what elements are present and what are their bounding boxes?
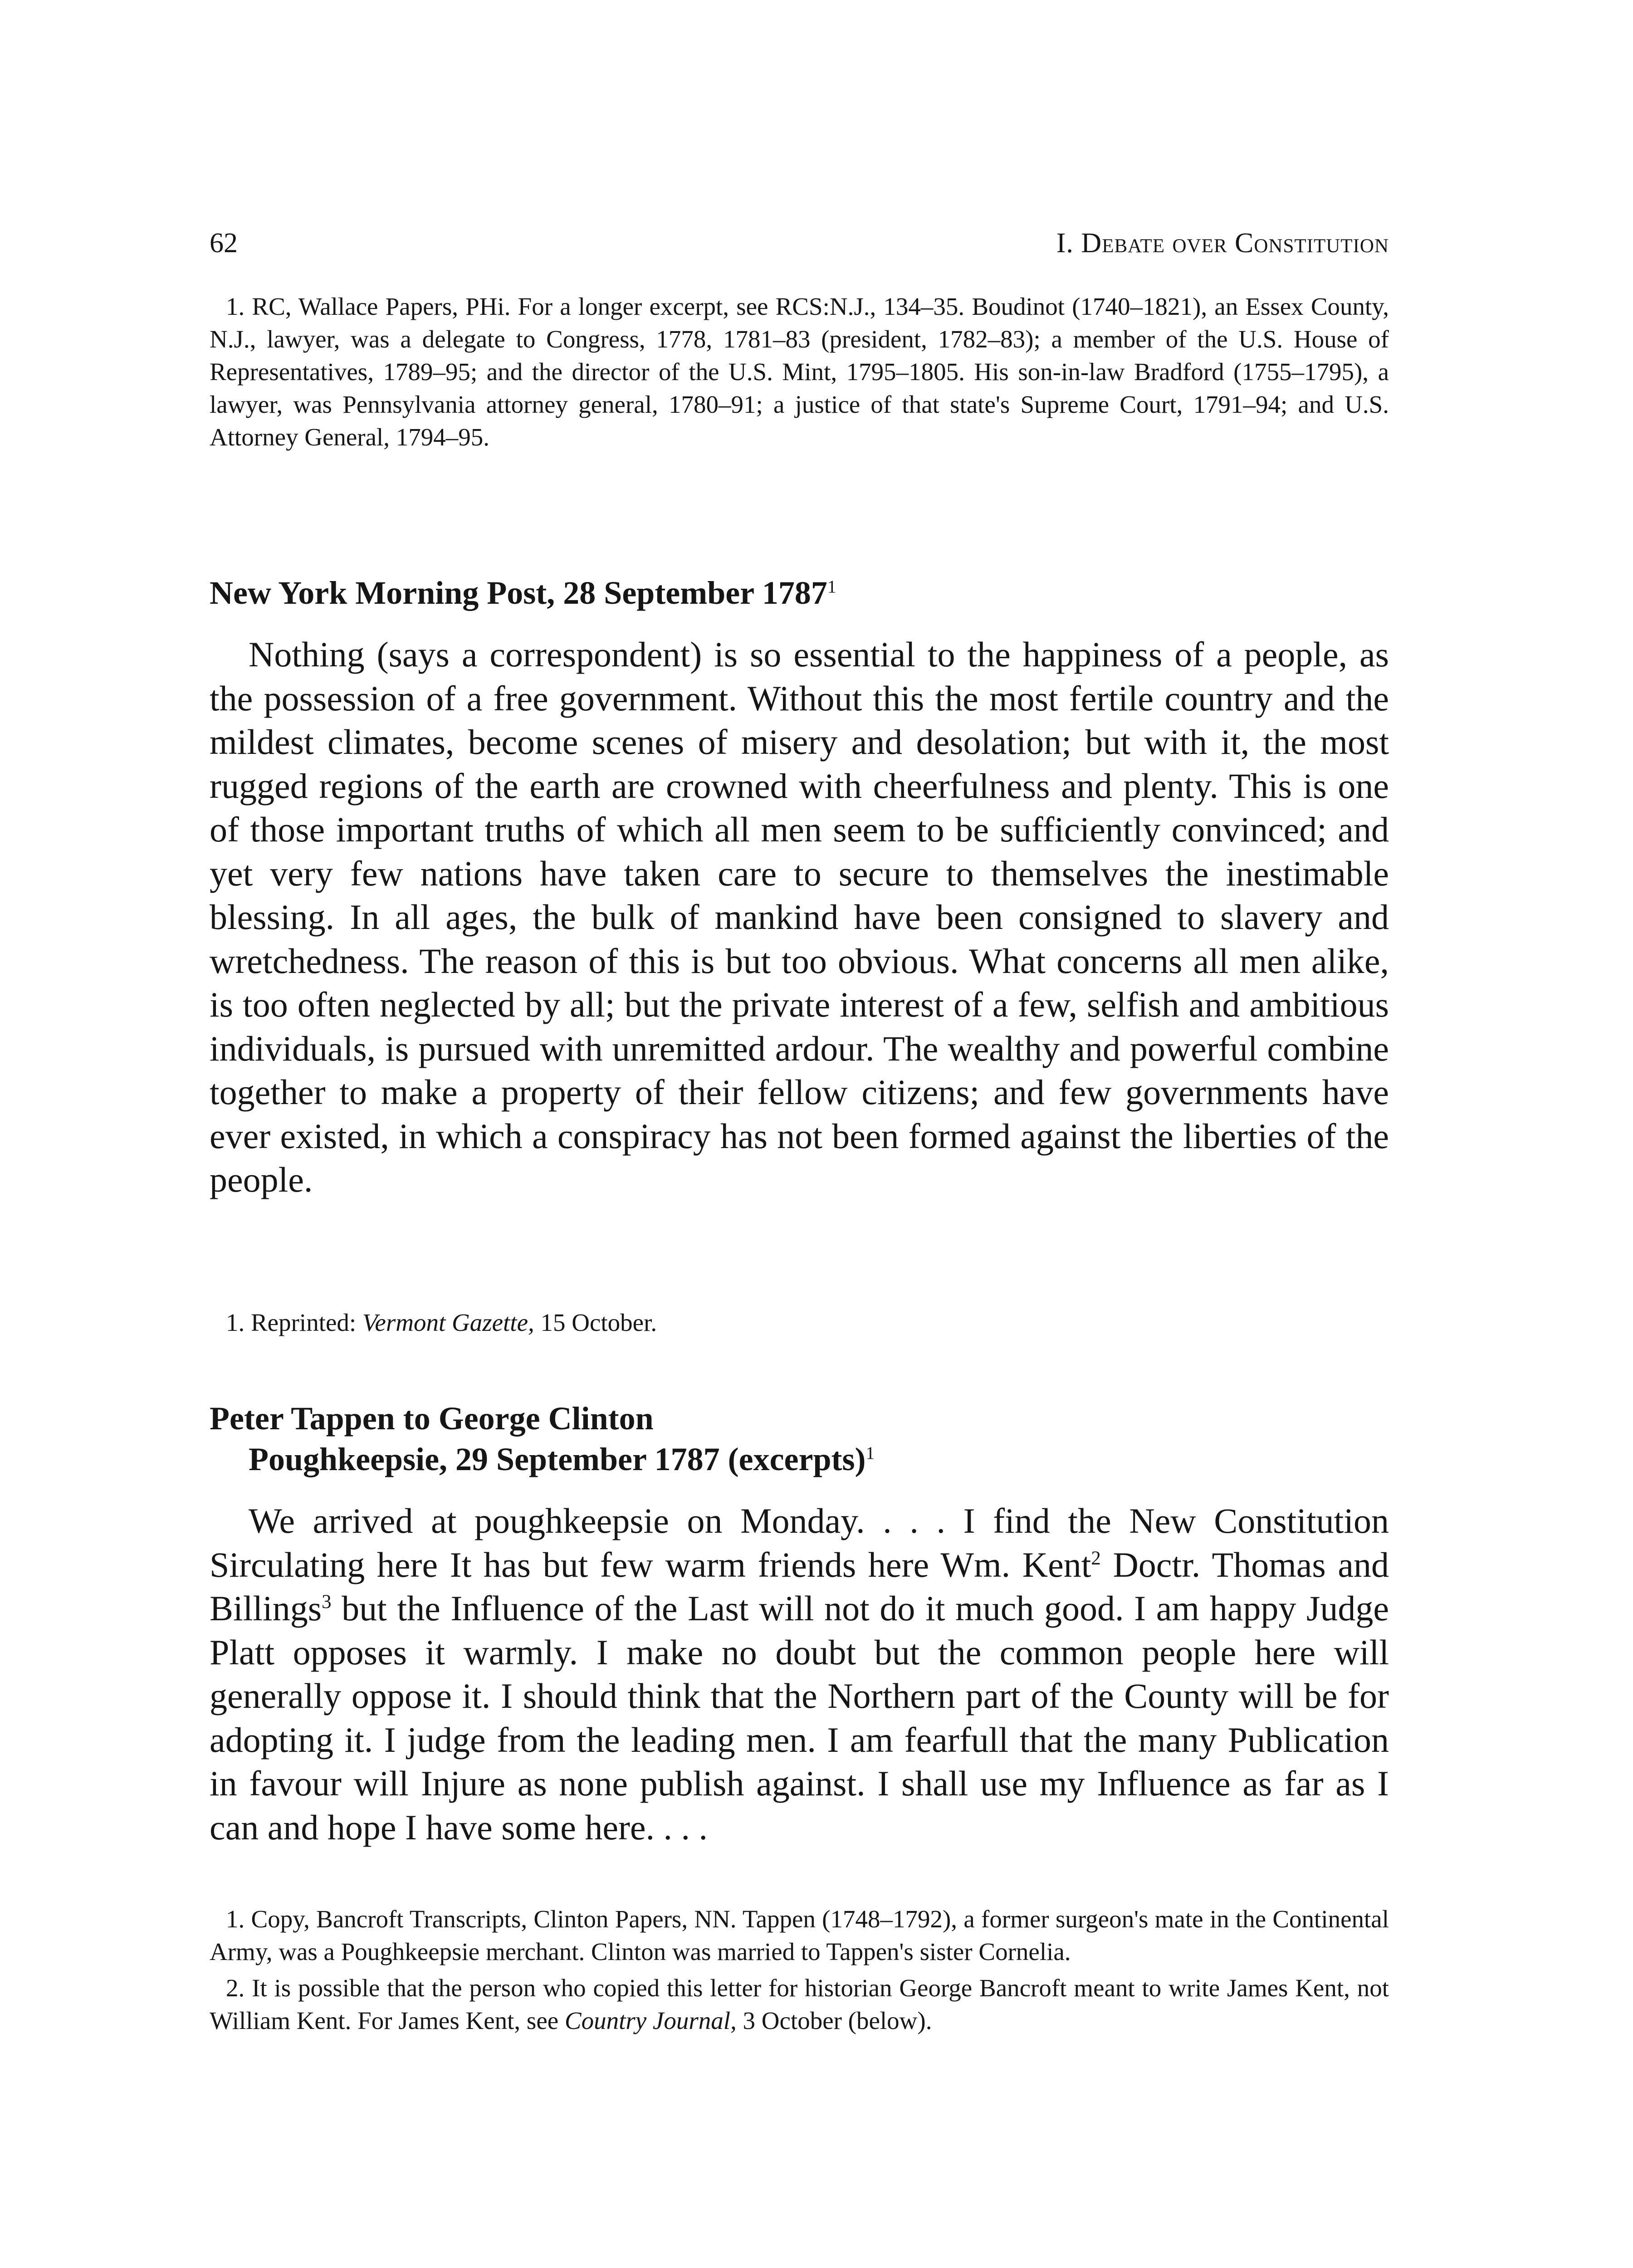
footnote-source: Country Journal,	[564, 2007, 737, 2034]
footnotes-morning-post	[210, 1306, 1389, 1339]
running-head-title: I. Debate over Constitution	[1056, 228, 1389, 259]
section-heading-morning-post	[210, 572, 1389, 613]
body-text: We arrived at poughkeepsie on Monday. . . . I find the New Constitution Sirculating here It has but few warm friends here Wm. Kent	[210, 1501, 1389, 1584]
body-text: but the Influence of the Last will not do it much good. I am happy Judge Platt opposes it warmly. I make no doubt but the common people here will generally oppose it. I should think that the Northern part of the County will be for adopting it. I judge from the leading men. I am fearfull that the many Publication in favour will Injure as none publish against. I shall use my Influence as far as I can and hope I have some here. . . .	[210, 1589, 1389, 1847]
note-mark: 1	[827, 577, 836, 596]
document-body-morning-post	[210, 633, 1389, 1202]
note-mark: 2	[1091, 1547, 1101, 1569]
footnotes-tappen	[210, 1903, 1389, 2037]
footnote-boudinot: 1. RC, Wallace Papers, PHi. For a longer excerpt, see RCS:N.J., 134–35. Boudinot (1740–1821), an Essex County, N.J., lawyer, was a delegate to Congress, 1778, 1781–83 (president, 1782–83); a member of the U.S. House of Representatives, 1789–95; and the director of the U.S. Mint, 1795–1805. His son-in-law Bradford (1755–1795), a lawyer, was Pennsylvania attorney general, 1780–91; a justice of that state's Supreme Court, 1791–94; and U.S. Attorney General, 1794–95.	[210, 293, 1389, 451]
footnote-source: Vermont Gazette,	[362, 1309, 534, 1336]
footnote-text: 3 October (below).	[736, 2007, 932, 2034]
section-heading-tappen	[210, 1398, 1389, 1480]
note-mark: 1	[865, 1443, 875, 1463]
footnote-reprinted	[210, 1306, 1389, 1339]
heading-line-1: Peter Tappen to George Clinton	[210, 1400, 654, 1437]
body-paragraph	[210, 1499, 1389, 1849]
document-body-tappen	[210, 1499, 1389, 1849]
running-head	[210, 220, 1389, 266]
footnote-date: 15 October.	[534, 1309, 657, 1336]
heading-text: New York Morning Post, 28 September 1787	[210, 575, 827, 611]
body-paragraph: Nothing (says a correspondent) is so essential to the happiness of a people, as the possession of a free government. Without this the most fertile country and the mildest climates, become scenes of misery and desolation; but with it, the most rugged regions of the earth are crowned with cheerfulness and plenty. This is one of those important truths of which all men seem to be sufficiently convinced; and yet very few nations have taken care to secure to themselves the inestimable blessing. In all ages, the bulk of mankind have been consigned to slavery and wretchedness. The reason of this is but too obvious. What concerns all men alike, is too often neglected by all; but the private interest of a few, selfish and ambitious individuals, is pursued with unremitted ardour. The wealthy and powerful combine together to make a property of their fellow citizens; and few governments have ever existed, in which a conspiracy has not been formed against the liberties of the people.	[210, 635, 1389, 1199]
footnotes-top	[210, 290, 1389, 454]
footnote-text: 1. Reprinted:	[226, 1309, 362, 1336]
footnote-kent	[210, 1972, 1389, 2037]
footnote-text: 2. It is possible that the person who copied this letter for historian George Bancroft meant to write James Kent, not William Kent. For James Kent, see	[210, 1974, 1389, 2034]
heading-line-2-wrap	[210, 1439, 1389, 1480]
body-text: Doctr. Thomas and Billings	[210, 1545, 1389, 1628]
footnote-copy: 1. Copy, Bancroft Transcripts, Clinton Papers, NN. Tappen (1748–1792), a former surgeon's mate in the Continental Army, was a Poughkeepsie merchant. Clinton was married to Tappen's sister Cornelia.	[210, 1905, 1389, 1965]
heading-line-2: Poughkeepsie, 29 September 1787 (excerpts)	[249, 1441, 866, 1477]
note-mark: 3	[322, 1591, 332, 1613]
page-number: 62	[210, 228, 238, 259]
